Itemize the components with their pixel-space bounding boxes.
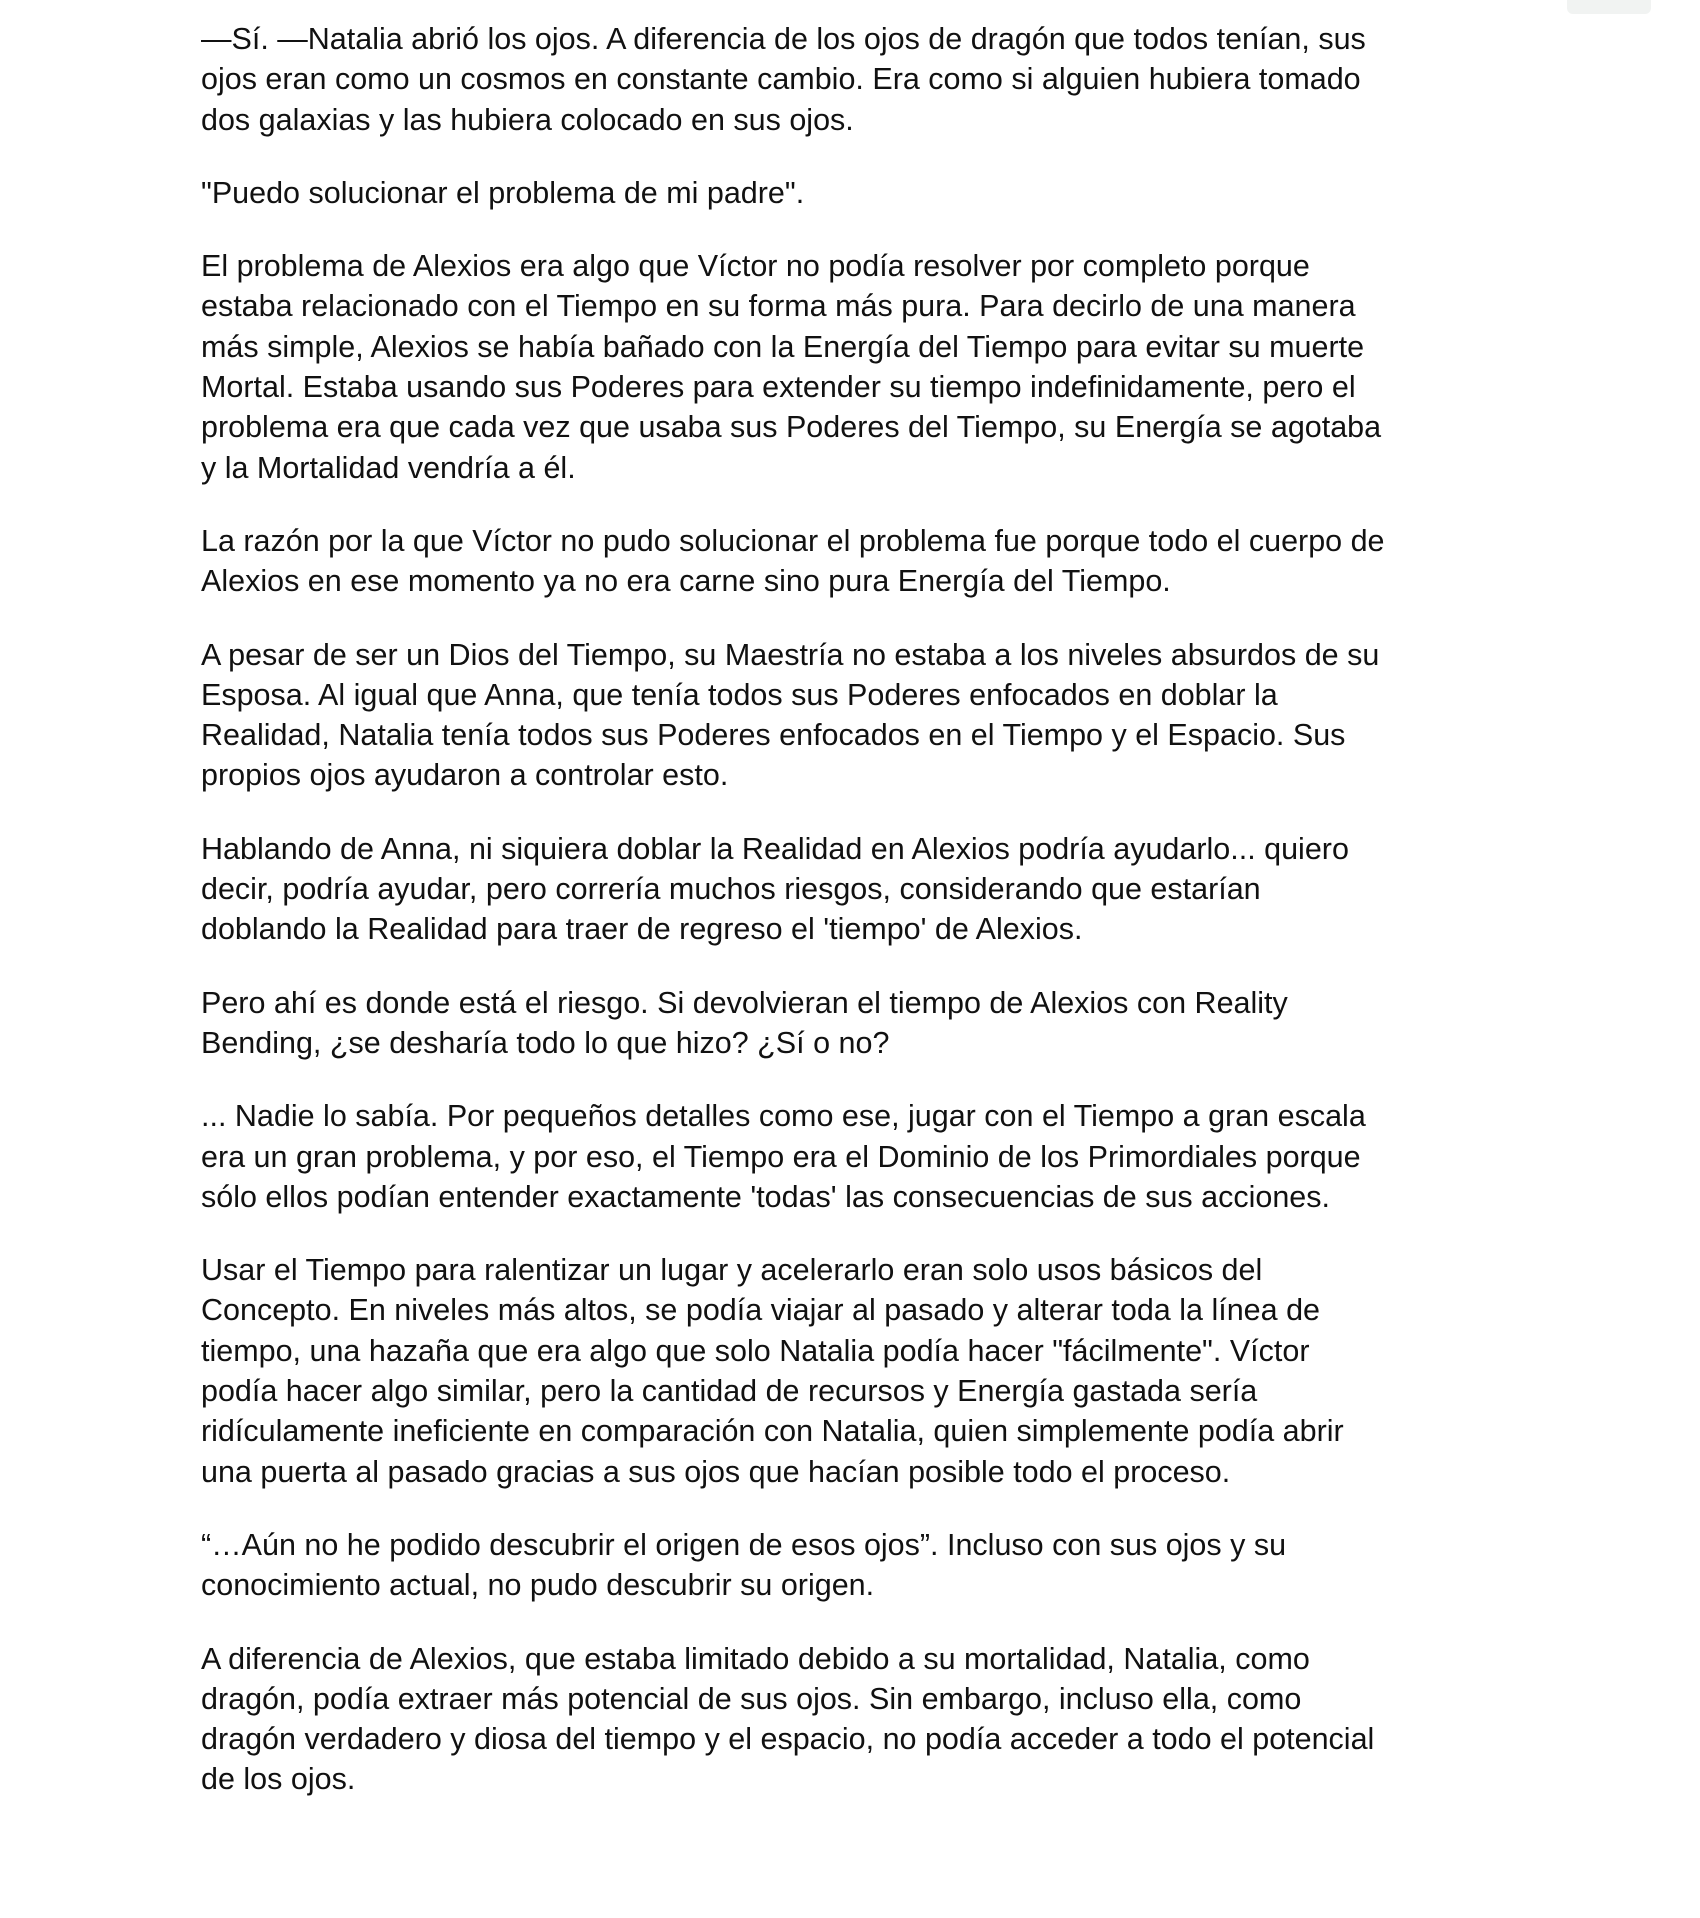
paragraph-11: A diferencia de Alexios, que estaba limitado debido a su mortalidad, Natalia, como dragón, podía extraer más potencial de sus ojos. Sin embargo, incluso ella, como dragón verdadero y diosa del tiempo y el espacio, no podía acceder a todo el potencial de los ojos. [201,1641,1375,1797]
paragraph-5: A pesar de ser un Dios del Tiempo, su Maestría no estaba a los niveles absurdos de su Esposa. Al igual que Anna, que tenía todos sus Poderes enfocados en doblar la Realidad, Natalia tenía todos sus Poderes enfocados en el Tiempo y el Espacio. Sus propios ojos ayudaron a controlar esto. [201,637,1380,793]
paragraph-7: Pero ahí es donde está el riesgo. Si devolvieran el tiempo de Alexios con Reality Bending, ¿se desharía todo lo que hizo? ¿Sí o no? [201,985,1288,1060]
paragraph-1: —Sí. —Natalia abrió los ojos. A diferencia de los ojos de dragón que todos tenían, sus ojos eran como un cosmos en constante cambio. Era como si alguien hubiera tomado dos galaxias y las hubiera colocado en sus ojos. [201,22,1366,137]
paragraph-3: El problema de Alexios era algo que Víctor no podía resolver por completo porque estaba relacionado con el Tiempo en su forma más pura. Para decirlo de una manera más simple, Alexios se había bañado con la Energía del Tiempo para evitar su muerte Mortal. Estaba usando sus Poderes para extender su tiempo indefinidamente, pero el problema era que cada vez que usaba sus Poderes del Tiempo, su Energía se agotaba y la Mortalidad vendría a él. [201,249,1382,485]
paragraph-4: La razón por la que Víctor no pudo solucionar el problema fue porque todo el cuerpo de Alexios en ese momento ya no era carne sino pura Energía del Tiempo. [201,523,1385,599]
paragraph-2: "Puedo solucionar el problema de mi padre". [201,175,805,210]
paragraph-6: Hablando de Anna, ni siquiera doblar la Realidad en Alexios podría ayudarlo... quiero decir, podría ayudar, pero correría muchos riesgos, considerando que estarían doblando la Realidad para traer de regreso el 'tiempo' de Alexios. [201,831,1349,947]
paragraph-8: ... Nadie lo sabía. Por pequeños detalles como ese, jugar con el Tiempo a gran escala era un gran problema, y por eso, el Tiempo era el Dominio de los Primordiales porque sólo ellos podían entender exactamente 'todas' las consecuencias de sus acciones. [201,1099,1366,1214]
corner-tab-decoration [1567,0,1651,14]
paragraph-9: Usar el Tiempo para ralentizar un lugar y acelerarlo eran solo usos básicos del Concepto. En niveles más altos, se podía viajar al pasado y alterar toda la línea de tiempo, una hazaña que era algo que solo Natalia podía hacer "fácilmente". Víctor podía hacer algo similar, pero la cantidad de recursos y Energía gastada sería ridículamente ineficiente en comparación con Natalia, quien simplemente podía abrir una puerta al pasado gracias a sus ojos que hacían posible todo el proceso. [201,1253,1344,1489]
paragraph-10: “…Aún no he podido descubrir el origen de esos ojos”. Incluso con sus ojos y su conocimiento actual, no pudo descubrir su origen. [201,1527,1287,1603]
document-body [201,19,1521,1833]
